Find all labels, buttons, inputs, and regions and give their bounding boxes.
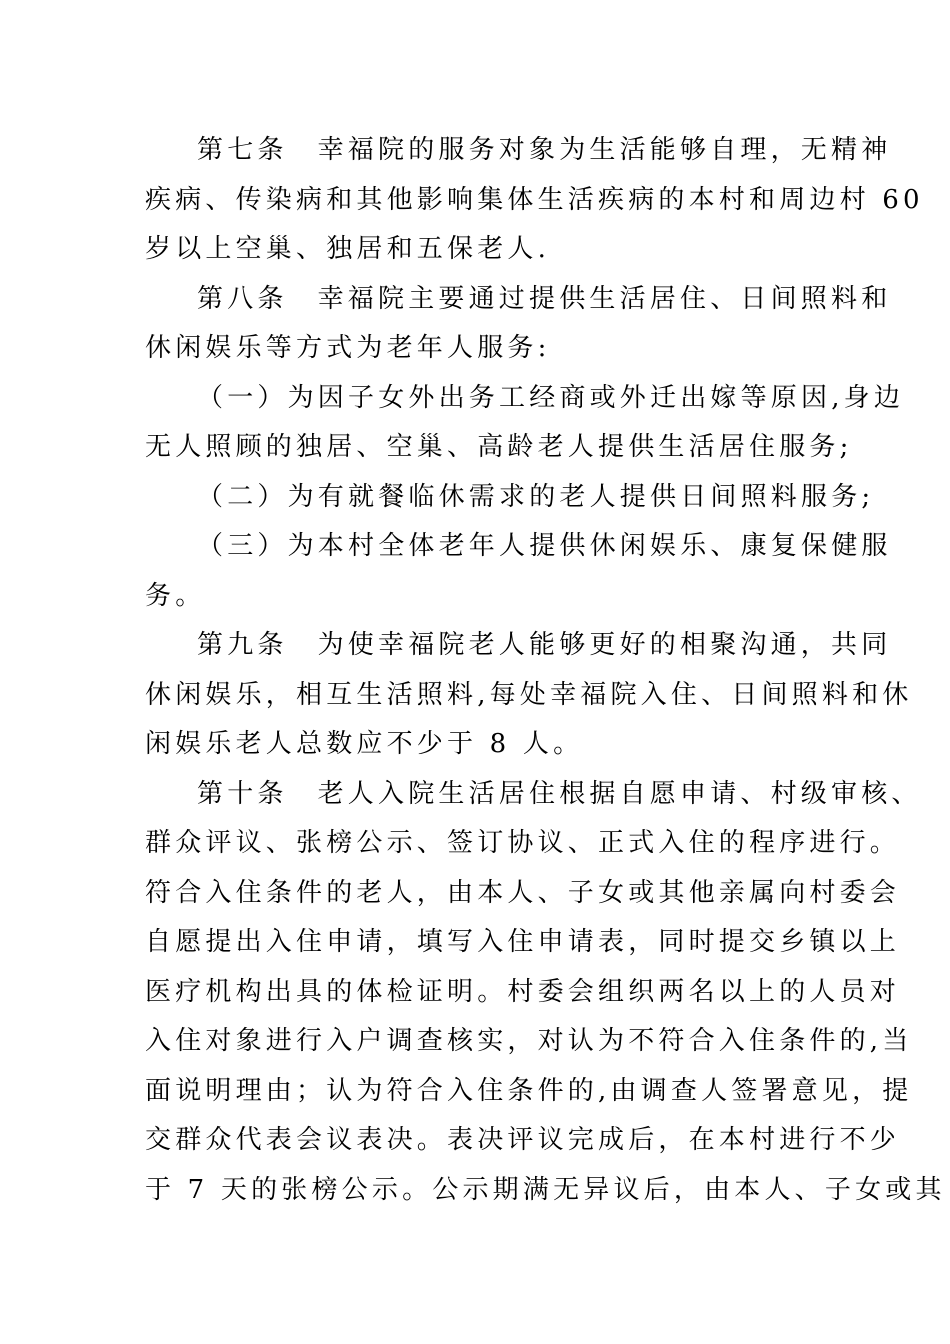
- text-line: 无人照顾的独居、空巢、高龄老人提供生活居住服务;: [145, 432, 853, 462]
- text-content: 幸福院的服务对象为生活能够自理，无精神: [317, 135, 892, 165]
- text-line: 入住对象进行入户调查核实，对认为不符合入住条件的,当: [145, 1026, 913, 1056]
- paragraph-article-10: [145, 770, 946, 1216]
- text-content: 为使幸福院老人能够更好的相聚沟通，共同: [317, 630, 892, 660]
- paragraph-article-8: [145, 275, 892, 374]
- text-line: [145, 126, 892, 176]
- text-line: 医疗机构出具的体检证明。村委会组织两名以上的人员对: [145, 976, 901, 1007]
- text-line: （三）为本村全体老年人提供休闲娱乐、康复保健服: [197, 531, 892, 561]
- paragraph-item-2: [145, 473, 875, 523]
- text-line: [145, 770, 922, 820]
- paragraph-item-3: [145, 522, 892, 621]
- article-heading: 第九条: [197, 630, 288, 660]
- text-content: 老人入院生活居住根据自愿申请、村级审核、: [317, 778, 922, 809]
- article-heading: 第十条: [197, 778, 288, 809]
- document-page: [145, 126, 946, 1215]
- text-line: 交群众代表会议表决。表决评议完成后，在本村进行不少: [145, 1125, 901, 1155]
- text-line: [145, 275, 892, 325]
- paragraph-article-9: [145, 621, 913, 770]
- text-line: [145, 621, 892, 671]
- text-line: 休闲娱乐等方式为老年人服务:: [145, 333, 551, 363]
- text-line: 符合入住条件的老人，由本人、子女或其他亲属向村委会: [145, 877, 901, 908]
- text-line: （二）为有就餐临休需求的老人提供日间照料服务;: [197, 481, 875, 512]
- article-heading: 第八条: [197, 283, 288, 314]
- text-line: 闲娱乐老人总数应不少于 8 人。: [145, 729, 584, 759]
- text-line: （一）为因子女外出务工经商或外迁出嫁等原因,身边: [197, 382, 905, 413]
- text-line: 群众评议、张榜公示、签订协议、正式入住的程序进行。: [145, 828, 901, 858]
- paragraph-article-7: [145, 126, 924, 275]
- text-line: 面说明理由；认为符合入住条件的,由调查人签署意见，提: [145, 1075, 913, 1106]
- text-line: 于 7 天的张榜公示。公示期满无异议后，由本人、子女或其: [145, 1174, 946, 1205]
- text-line: 休闲娱乐，相互生活照料,每处幸福院入住、日间照料和休: [145, 679, 913, 710]
- text-line: 疾病、传染病和其他影响集体生活疾病的本村和周边村 60: [145, 184, 924, 215]
- paragraph-item-1: [145, 374, 905, 473]
- text-line: 务。: [145, 580, 206, 611]
- text-content: 幸福院主要通过提供生活居住、日间照料和: [317, 283, 892, 314]
- text-line: 岁以上空巢、独居和五保老人.: [145, 234, 551, 264]
- text-line: 自愿提出入住申请，填写入住申请表，同时提交乡镇以上: [145, 927, 901, 957]
- article-heading: 第七条: [197, 135, 288, 165]
